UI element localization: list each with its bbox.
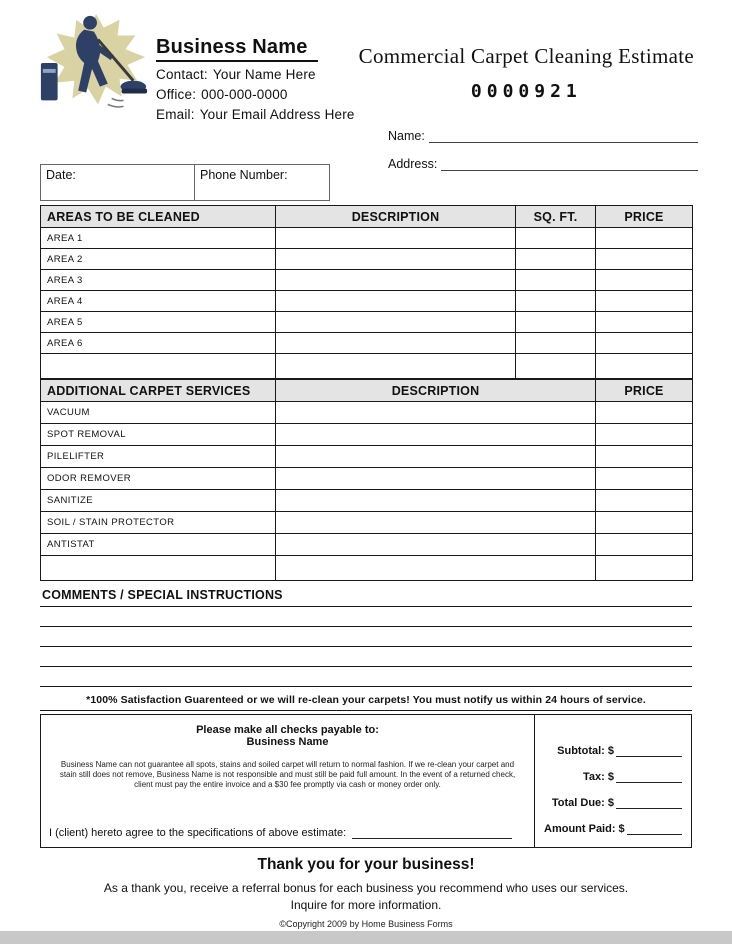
price-cell[interactable]: [596, 333, 693, 354]
phone-label: Phone Number:: [200, 168, 288, 182]
address-field-row: [388, 156, 698, 171]
description-cell[interactable]: [276, 402, 596, 424]
area-label: AREA 6: [41, 333, 276, 354]
sqft-cell[interactable]: [516, 291, 596, 312]
tax-label: Tax: $: [583, 771, 614, 783]
areas-header-label: AREAS TO BE CLEANED: [41, 206, 276, 228]
description-cell[interactable]: [276, 354, 516, 379]
sqft-header: SQ. FT.: [516, 206, 596, 228]
referral-text: As a thank you, receive a referral bonus for each business you recommend who uses our services.: [103, 881, 629, 895]
table-row: [41, 512, 693, 534]
name-input-line[interactable]: [429, 128, 698, 143]
email-line: [156, 107, 355, 122]
price-cell[interactable]: [596, 446, 693, 468]
table-row: [41, 446, 693, 468]
table-row: [41, 402, 693, 424]
subtotal-label: Subtotal: $: [557, 745, 614, 757]
business-name: Business Name: [156, 36, 318, 62]
tax-input-line[interactable]: [616, 771, 682, 783]
thank-you-text: Thank you for your business!: [257, 856, 475, 873]
total-due-label: Total Due: $: [551, 797, 614, 809]
date-phone-box: [40, 164, 330, 201]
price-cell[interactable]: [596, 354, 693, 379]
description-cell[interactable]: [276, 534, 596, 556]
price-cell[interactable]: [596, 556, 693, 581]
table-row: [41, 424, 693, 446]
price-cell[interactable]: [596, 228, 693, 249]
table-row-empty: [41, 556, 693, 581]
office-line: [156, 87, 355, 102]
service-label: VACUUM: [41, 402, 276, 424]
price-cell[interactable]: [596, 270, 693, 291]
contact-value: Your Name Here: [212, 67, 316, 82]
areas-to-be-cleaned-table: [40, 205, 693, 379]
description-cell[interactable]: [276, 291, 516, 312]
area-label: AREA 3: [41, 270, 276, 291]
payment-terms-panel: [41, 715, 534, 847]
price-cell[interactable]: [596, 312, 693, 333]
price-cell[interactable]: [596, 534, 693, 556]
totals-panel: [534, 715, 691, 847]
agreement-signature-line[interactable]: [352, 827, 512, 839]
agreement-row: [49, 827, 524, 839]
footer: [0, 856, 732, 929]
name-label: Name:: [388, 129, 425, 143]
areas-header-row: [41, 206, 693, 228]
office-label: Office:: [156, 87, 197, 102]
description-cell[interactable]: [276, 512, 596, 534]
sqft-cell[interactable]: [516, 228, 596, 249]
date-label: Date:: [46, 168, 76, 182]
form-title: Commercial Carpet Cleaning Estimate: [358, 44, 694, 68]
area-label: AREA 1: [41, 228, 276, 249]
address-input-line[interactable]: [441, 156, 698, 171]
price-cell[interactable]: [596, 291, 693, 312]
total-due-row: [535, 783, 691, 809]
table-row: [41, 333, 693, 354]
price-header: PRICE: [596, 380, 693, 402]
comments-line[interactable]: [40, 667, 692, 687]
description-header: DESCRIPTION: [276, 206, 516, 228]
amount-paid-label: Amount Paid: $: [544, 823, 625, 835]
amount-paid-row: [535, 809, 691, 835]
description-cell[interactable]: [276, 228, 516, 249]
amount-paid-input-line[interactable]: [627, 823, 682, 835]
sqft-cell[interactable]: [516, 249, 596, 270]
office-value: 000-000-0000: [201, 87, 288, 102]
table-row: [41, 270, 693, 291]
satisfaction-guarantee-text: *100% Satisfaction Guarenteed or we will re-clean your carpets! You must notify us within 24 hours of service.: [40, 694, 692, 711]
service-label: SOIL / STAIN PROTECTOR: [41, 512, 276, 534]
table-row: [41, 228, 693, 249]
copyright-text: ©Copyright 2009 by Home Business Forms: [279, 919, 453, 929]
date-field[interactable]: [41, 165, 194, 200]
table-row: [41, 490, 693, 512]
comments-line[interactable]: [40, 627, 692, 647]
form-body: [40, 205, 692, 848]
description-cell[interactable]: [276, 270, 516, 291]
description-cell[interactable]: [276, 424, 596, 446]
sqft-cell[interactable]: [516, 354, 596, 379]
sqft-cell[interactable]: [516, 270, 596, 291]
checks-payable-label: Please make all checks payable to:: [196, 724, 379, 736]
description-header: DESCRIPTION: [276, 380, 596, 402]
price-cell[interactable]: [596, 424, 693, 446]
table-row: [41, 312, 693, 333]
price-cell[interactable]: [596, 402, 693, 424]
service-extra-cell[interactable]: [41, 556, 276, 581]
services-header-label: ADDITIONAL CARPET SERVICES: [41, 380, 276, 402]
comments-title: COMMENTS / SPECIAL INSTRUCTIONS: [40, 581, 692, 607]
additional-services-table: [40, 379, 693, 581]
comments-line[interactable]: [40, 607, 692, 627]
description-cell[interactable]: [276, 446, 596, 468]
service-label: SANITIZE: [41, 490, 276, 512]
description-cell[interactable]: [276, 333, 516, 354]
table-row: [41, 249, 693, 270]
comments-line[interactable]: [40, 647, 692, 667]
tax-row: [535, 757, 691, 783]
inquire-text: Inquire for more information.: [290, 898, 442, 912]
area-label: AREA 4: [41, 291, 276, 312]
description-cell[interactable]: [276, 312, 516, 333]
services-header-row: [41, 380, 693, 402]
price-cell[interactable]: [596, 490, 693, 512]
description-cell[interactable]: [276, 468, 596, 490]
description-cell[interactable]: [276, 556, 596, 581]
price-cell[interactable]: [596, 468, 693, 490]
table-row: [41, 534, 693, 556]
vacuum-person-logo-icon: [34, 6, 154, 124]
contact-label: Contact:: [156, 67, 208, 82]
checks-payable-name: Business Name: [246, 736, 329, 748]
service-label: ODOR REMOVER: [41, 468, 276, 490]
price-cell[interactable]: [596, 249, 693, 270]
table-row: [41, 291, 693, 312]
agreement-label: I (client) hereto agree to the specifications of above estimate:: [49, 827, 347, 839]
service-label: ANTISTAT: [41, 534, 276, 556]
contact-line: [156, 67, 355, 82]
area-extra-cell[interactable]: [41, 354, 276, 379]
table-row: [41, 468, 693, 490]
description-cell[interactable]: [276, 490, 596, 512]
subtotal-row: [535, 731, 691, 757]
area-label: AREA 5: [41, 312, 276, 333]
description-cell[interactable]: [276, 249, 516, 270]
payment-box: [40, 714, 692, 848]
title-block: [359, 44, 694, 102]
address-label: Address:: [388, 157, 438, 171]
comments-section: [40, 581, 692, 687]
total-due-input-line[interactable]: [616, 797, 682, 809]
email-label: Email:: [156, 107, 195, 122]
scan-edge-strip: [0, 931, 732, 944]
business-info-block: [156, 36, 355, 122]
area-label: AREA 2: [41, 249, 276, 270]
sqft-cell[interactable]: [516, 333, 596, 354]
subtotal-input-line[interactable]: [616, 745, 682, 757]
service-label: SPOT REMOVAL: [41, 424, 276, 446]
price-cell[interactable]: [596, 512, 693, 534]
price-header: PRICE: [596, 206, 693, 228]
terms-fine-print: Business Name can not guarantee all spots, stains and soiled carpet will return to normal fashion. If we re-clean your carpet and stain still does not remove, Business Name is not responsible and must still be paid full amount. In the event of a returned check, client must pay the entire invoice and a $30 fee promptly via cash or money order only.: [59, 760, 516, 789]
service-label: PILELIFTER: [41, 446, 276, 468]
email-value: Your Email Address Here: [199, 107, 355, 122]
form-number: 0000921: [470, 81, 582, 102]
name-field-row: [388, 128, 698, 143]
phone-number-field[interactable]: [194, 165, 329, 200]
table-row-empty: [41, 354, 693, 379]
sqft-cell[interactable]: [516, 312, 596, 333]
